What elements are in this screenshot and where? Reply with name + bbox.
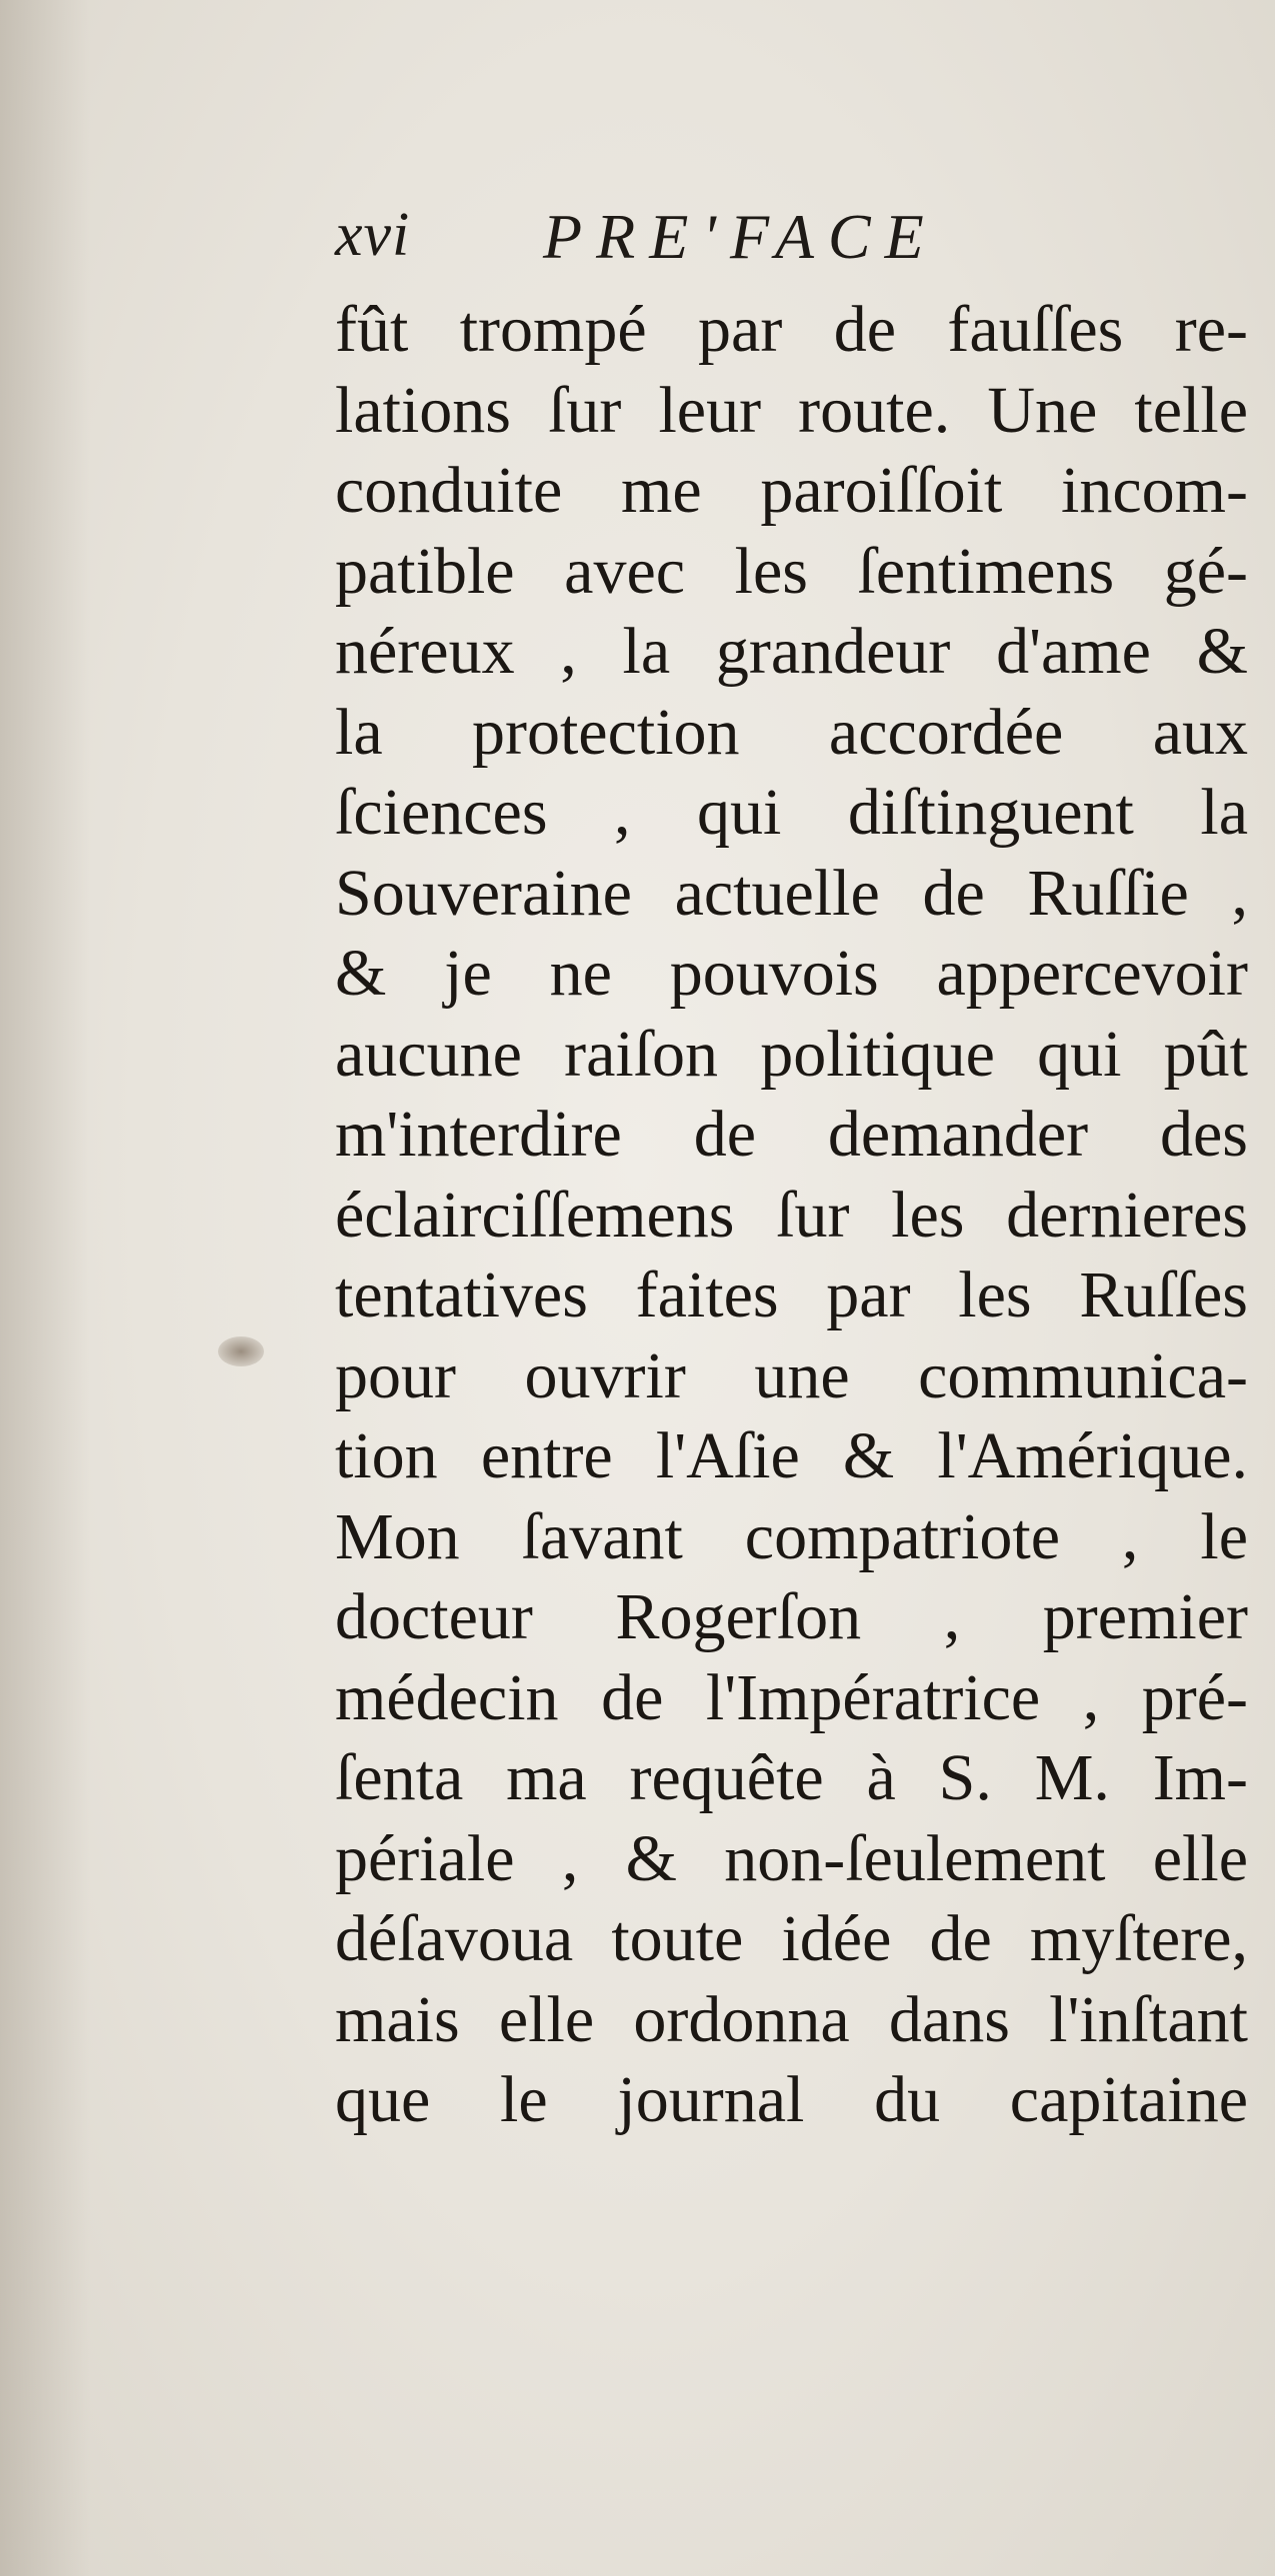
text-line: fût trompé par de fauſſes re- bbox=[335, 293, 1248, 366]
gutter-shadow bbox=[0, 0, 90, 2576]
page-number: xvi bbox=[335, 201, 411, 269]
text-line: médecin de l'Impératrice , pré- bbox=[335, 1660, 1248, 1734]
text-line: ſciences , qui diſtinguent la bbox=[335, 776, 1248, 849]
text-line: pour ouvrir une communica- bbox=[335, 1338, 1248, 1412]
text-line: tion entre l'Aſie & l'Amérique. bbox=[335, 1419, 1248, 1492]
text-line: périale , & non-ſeulement elle bbox=[335, 1821, 1248, 1895]
text-line: patible avec les ſentimens gé- bbox=[335, 534, 1248, 608]
ink-smudge bbox=[218, 1336, 264, 1366]
text-line: mais elle ordonna dans l'inſtant bbox=[335, 1982, 1248, 2056]
text-line: & je ne pouvois appercevoir bbox=[335, 937, 1248, 1010]
text-line: tentatives faites par les Ruſſes bbox=[335, 1259, 1248, 1331]
text-line: que le journal du capitaine bbox=[335, 2063, 1248, 2136]
text-line: Souveraine actuelle de Ruſſie , bbox=[335, 856, 1248, 930]
text-line: lations ſur leur route. Une telle bbox=[335, 373, 1248, 447]
body-text bbox=[335, 290, 1248, 2141]
text-line: néreux , la grandeur d'ame & bbox=[335, 615, 1248, 688]
text-line: déſavoua toute idée de myſtere, bbox=[335, 1902, 1248, 1975]
text-line: m'interdire de demander des bbox=[335, 1098, 1248, 1171]
text-line: docteur Rogerſon , premier bbox=[335, 1580, 1248, 1653]
text-line: éclairciſſemens ſur les dernieres bbox=[335, 1178, 1248, 1252]
text-line: Mon ſavant compatriote , le bbox=[335, 1499, 1248, 1573]
text-line: ſenta ma requête à S. M. Im- bbox=[335, 1741, 1248, 1814]
text-line: aucune raiſon politique qui pût bbox=[335, 1017, 1248, 1091]
text-line: la protection accordée aux bbox=[335, 695, 1248, 769]
running-head bbox=[335, 200, 1235, 280]
header-title: PRE'FACE bbox=[543, 201, 938, 272]
text-line: conduite me paroiſſoit incom- bbox=[335, 454, 1248, 527]
